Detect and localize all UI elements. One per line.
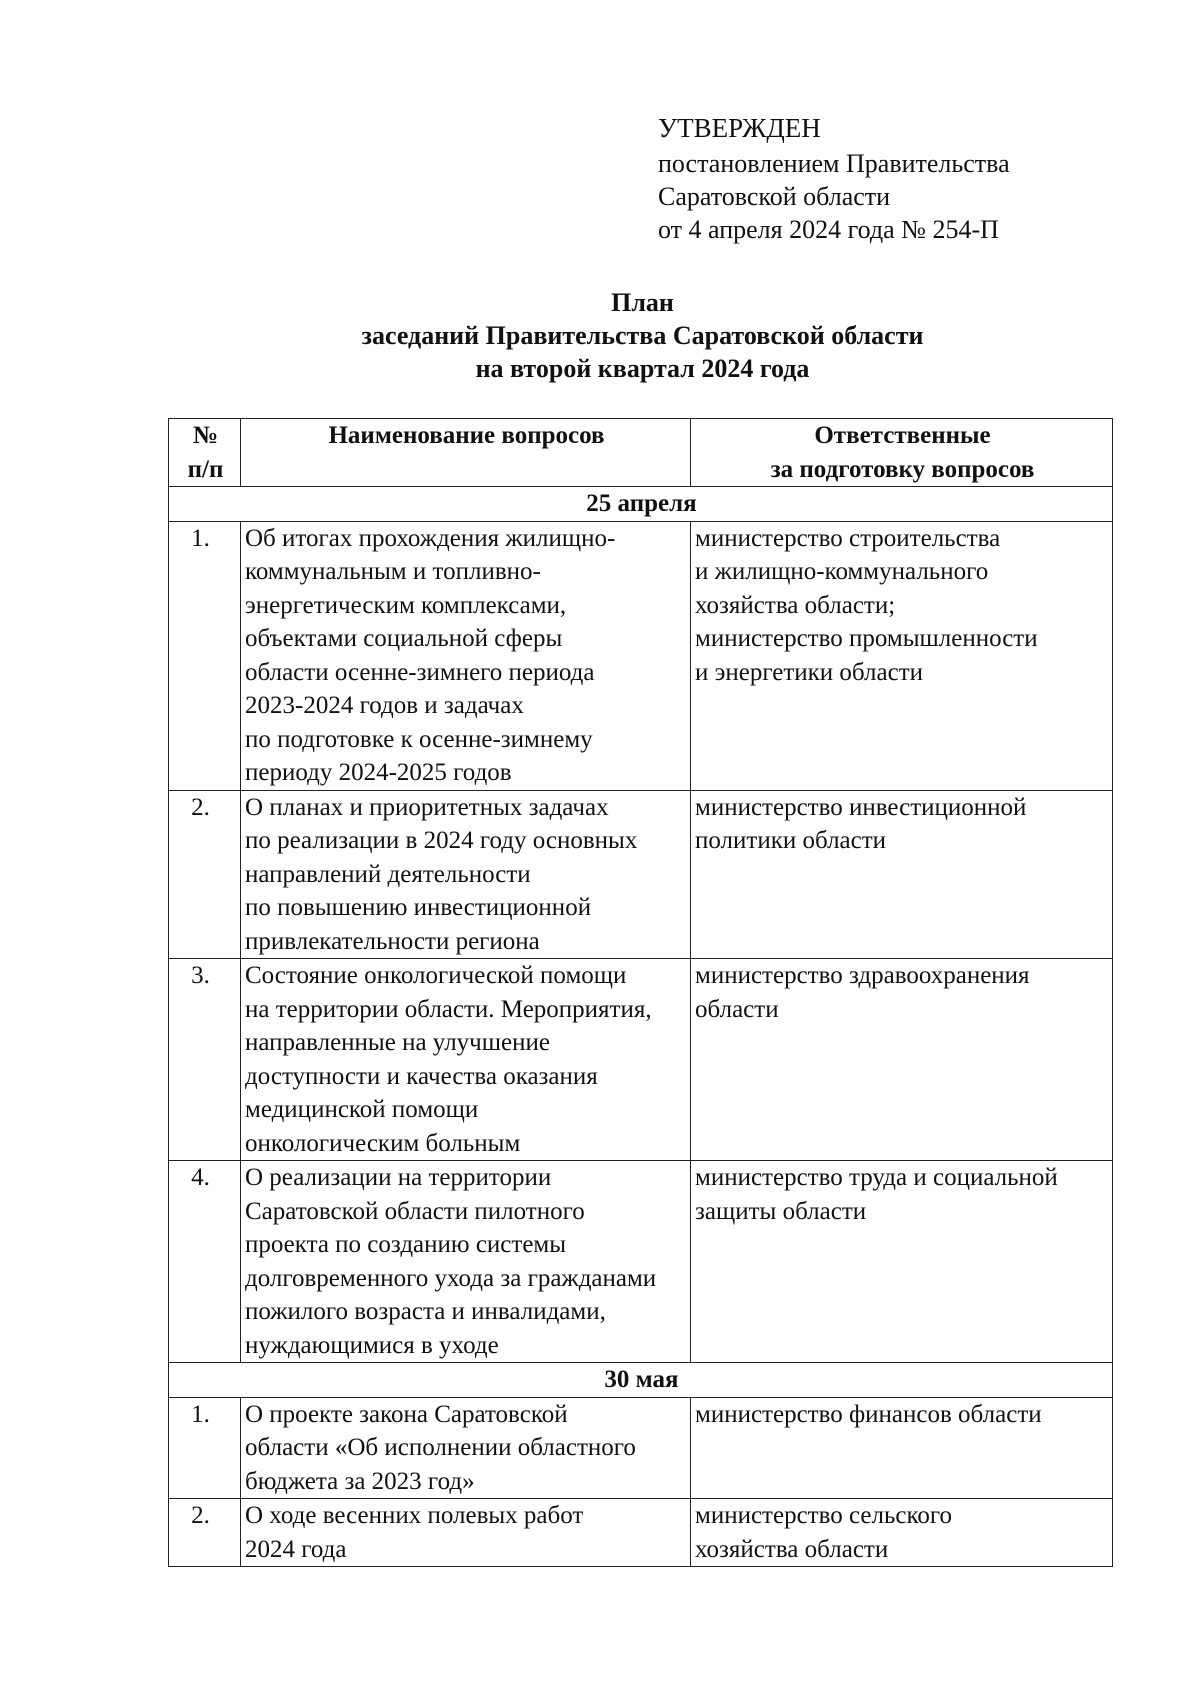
row-question: Об итогах прохождения жилищно- коммунальным и топливно- энергетическим комплексами, объектами социальной сферы области осенне-зимнего периода 2023-2024 годов и задачах по подготовке к осенне-зимнему периоду 2024-2025 годов	[241, 521, 691, 790]
row-question: Состояние онкологической помощи на территории области. Мероприятия, направленные на улучшение доступности и качества оказания медицинской помощи онкологическим больным	[241, 959, 691, 1161]
section-date: 30 мая	[169, 1363, 1113, 1398]
row-responsible: министерство труда и социальной защиты области	[691, 1161, 1113, 1363]
row-responsible: министерство сельского хозяйства области	[691, 1499, 1113, 1567]
title-line: План	[611, 288, 674, 317]
table-row	[169, 1397, 1113, 1499]
row-question: О реализации на территории Саратовской области пилотного проекта по созданию системы долговременного ухода за гражданами пожилого возраста и инвалидами, нуждающимися в уходе	[241, 1161, 691, 1363]
row-responsible: министерство строительства и жилищно-коммунального хозяйства области; министерство промышленности и энергетики области	[691, 521, 1113, 790]
table-header	[169, 419, 1113, 487]
row-responsible: министерство инвестиционной политики области	[691, 790, 1113, 959]
header-num	[169, 419, 241, 487]
table-row	[169, 521, 1113, 790]
header-question-label: Наименование вопросов	[328, 422, 605, 449]
approval-line: Саратовской области	[658, 182, 891, 211]
row-responsible: министерство здравоохранения области	[691, 959, 1113, 1161]
table-body	[169, 487, 1113, 1567]
approval-line: от 4 апреля 2024 года № 254-П	[658, 215, 999, 244]
row-number: 3.	[169, 959, 241, 1161]
row-number: 2.	[169, 790, 241, 959]
row-question: О планах и приоритетных задачах по реализации в 2024 году основных направлений деятельности по повышению инвестиционной привлекательности региона	[241, 790, 691, 959]
row-number: 1.	[169, 521, 241, 790]
header-responsible-line: за подготовку вопросов	[770, 455, 1035, 483]
header-responsible-line: Ответственные	[814, 422, 991, 449]
approval-block	[658, 112, 1010, 246]
table-row	[169, 959, 1113, 1161]
section-date: 25 апреля	[169, 487, 1113, 522]
table-row	[169, 1499, 1113, 1567]
row-question: О ходе весенних полевых работ 2024 года	[241, 1499, 691, 1567]
row-question: О проекте закона Саратовской области «Об исполнении областного бюджета за 2023 год»	[241, 1397, 691, 1499]
table-row	[169, 790, 1113, 959]
row-number: 4.	[169, 1161, 241, 1363]
header-question	[241, 419, 691, 487]
table-row	[169, 1161, 1113, 1363]
row-responsible: министерство финансов области	[691, 1397, 1113, 1499]
approval-heading: УТВЕРЖДЕН	[658, 113, 821, 143]
row-number: 1.	[169, 1397, 241, 1499]
header-row	[169, 419, 1113, 487]
header-num-line: п/п	[187, 455, 224, 483]
plan-table	[168, 418, 1113, 1567]
title-line: заседаний Правительства Саратовской области	[361, 321, 924, 350]
document-title	[0, 286, 1200, 385]
header-num-line: №	[192, 422, 219, 449]
row-number: 2.	[169, 1499, 241, 1567]
section-row	[169, 1363, 1113, 1398]
approval-line: постановлением Правительства	[658, 149, 1010, 178]
title-line: на второй квартал 2024 года	[475, 354, 810, 383]
header-responsible	[691, 419, 1113, 487]
section-row	[169, 487, 1113, 522]
